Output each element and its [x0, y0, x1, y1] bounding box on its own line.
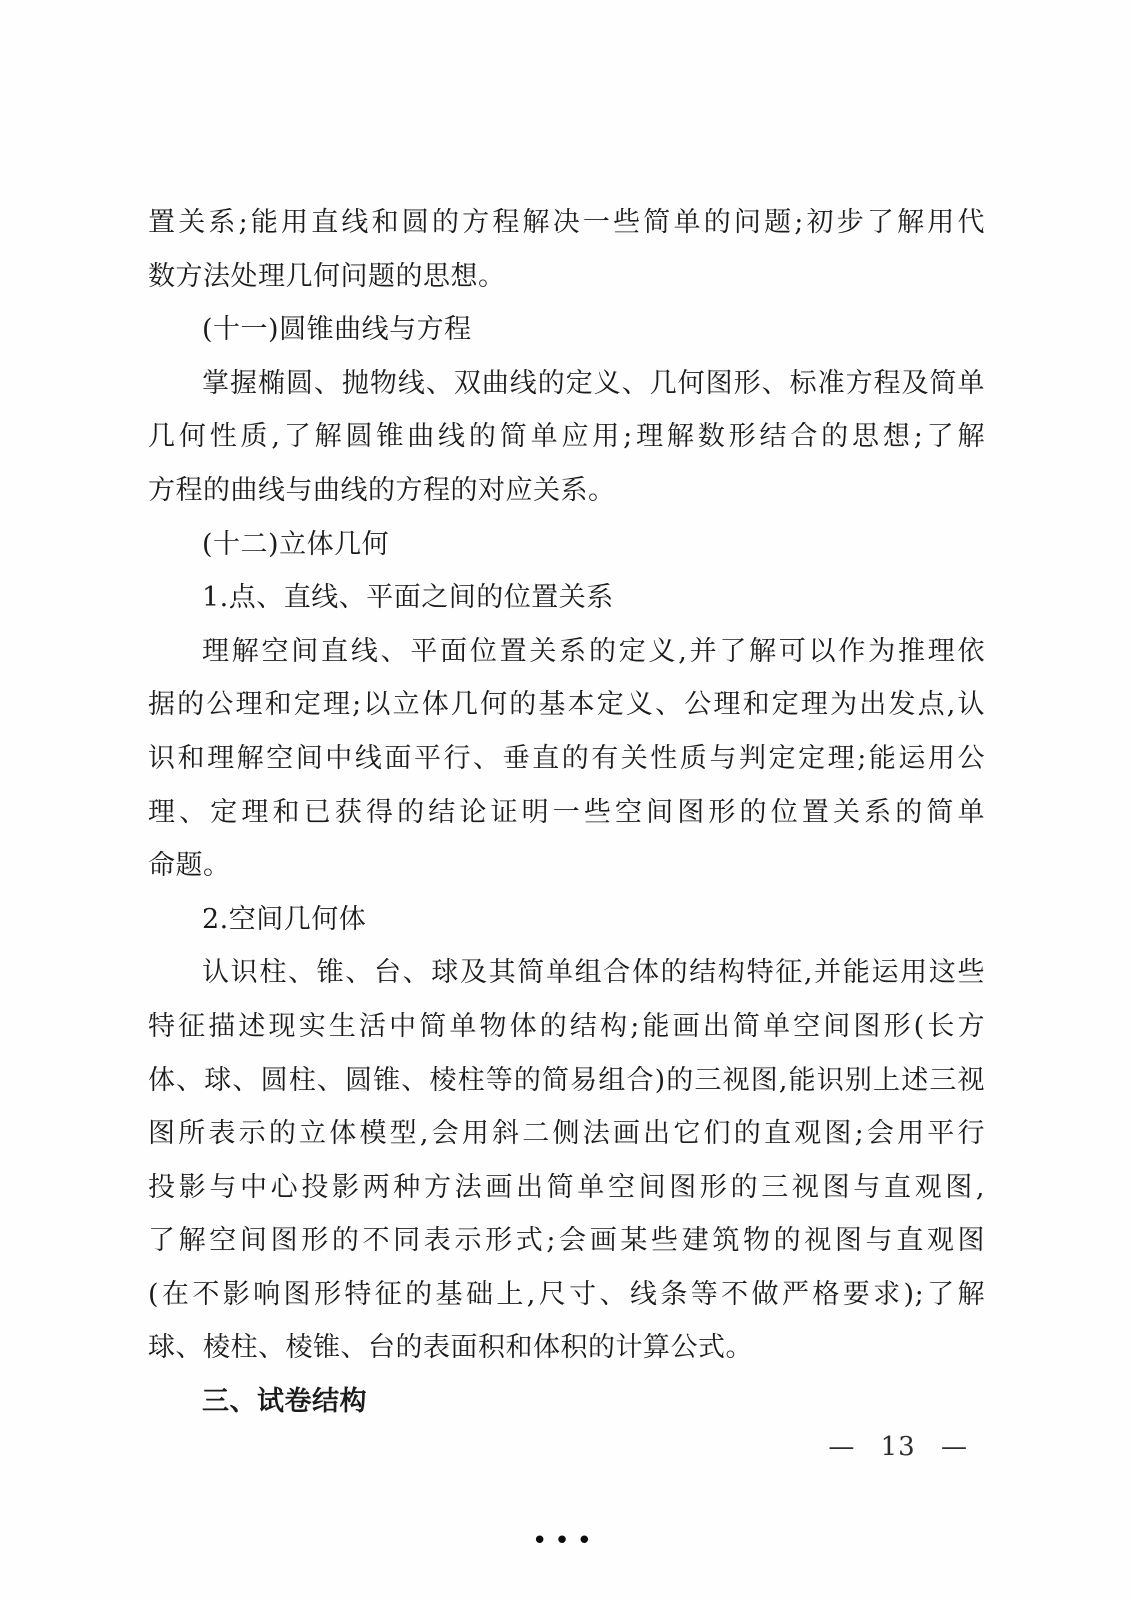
body-text-line: (十一)圆锥曲线与方程	[202, 314, 472, 346]
body-text-line: 命题。	[148, 850, 231, 882]
body-text-line: 了解空间图形的不同表示形式;会画某些建筑物的视图与直观图	[148, 1225, 985, 1257]
body-text-line: 球、棱柱、棱锥、台的表面积和体积的计算公式。	[148, 1332, 753, 1364]
page-number: — 13 —	[828, 1432, 968, 1462]
body-text-line: 认识柱、锥、台、球及其简单组合体的结构特征,并能运用这些	[202, 957, 985, 989]
pagination-dots-icon: •••	[531, 1526, 600, 1556]
body-text-line: (十二)立体几何	[202, 528, 390, 560]
body-text-line: 理解空间直线、平面位置关系的定义,并了解可以作为推理依	[202, 635, 985, 667]
body-text-line: 体、球、圆柱、圆锥、棱柱等的简易组合)的三视图,能识别上述三视	[148, 1064, 985, 1096]
body-text-line: 特征描述现实生活中简单物体的结构;能画出简单空间图形(长方	[148, 1010, 985, 1042]
body-text-line: 几何性质,了解圆锥曲线的简单应用;理解数形结合的思想;了解	[148, 421, 985, 453]
body-text-line: 投影与中心投影两种方法画出简单空间图形的三视图与直观图,	[148, 1171, 985, 1203]
body-text-line: (在不影响图形特征的基础上,尺寸、线条等不做严格要求);了解	[148, 1278, 985, 1310]
section-heading: 三、试卷结构	[202, 1386, 367, 1418]
body-text-line: 方程的曲线与曲线的方程的对应关系。	[148, 474, 616, 506]
body-text-line: 识和理解空间中线面平行、垂直的有关性质与判定定理;能运用公	[148, 742, 985, 774]
body-text-line: 2.空间几何体	[202, 903, 367, 935]
body-text-line: 理、定理和已获得的结论证明一些空间图形的位置关系的简单	[148, 796, 985, 828]
text-block	[148, 196, 985, 1429]
body-text-line: 图所表示的立体模型,会用斜二侧法画出它们的直观图;会用平行	[148, 1118, 985, 1150]
body-text-line: 1.点、直线、平面之间的位置关系	[202, 582, 614, 614]
body-text-line: 掌握椭圆、抛物线、双曲线的定义、几何图形、标准方程及简单	[202, 367, 985, 399]
body-text-line: 据的公理和定理;以立体几何的基本定义、公理和定理为出发点,认	[148, 689, 985, 721]
body-text-line: 数方法处理几何问题的思想。	[148, 260, 506, 292]
body-text-line: 置关系;能用直线和圆的方程解决一些简单的问题;初步了解用代	[148, 207, 985, 238]
